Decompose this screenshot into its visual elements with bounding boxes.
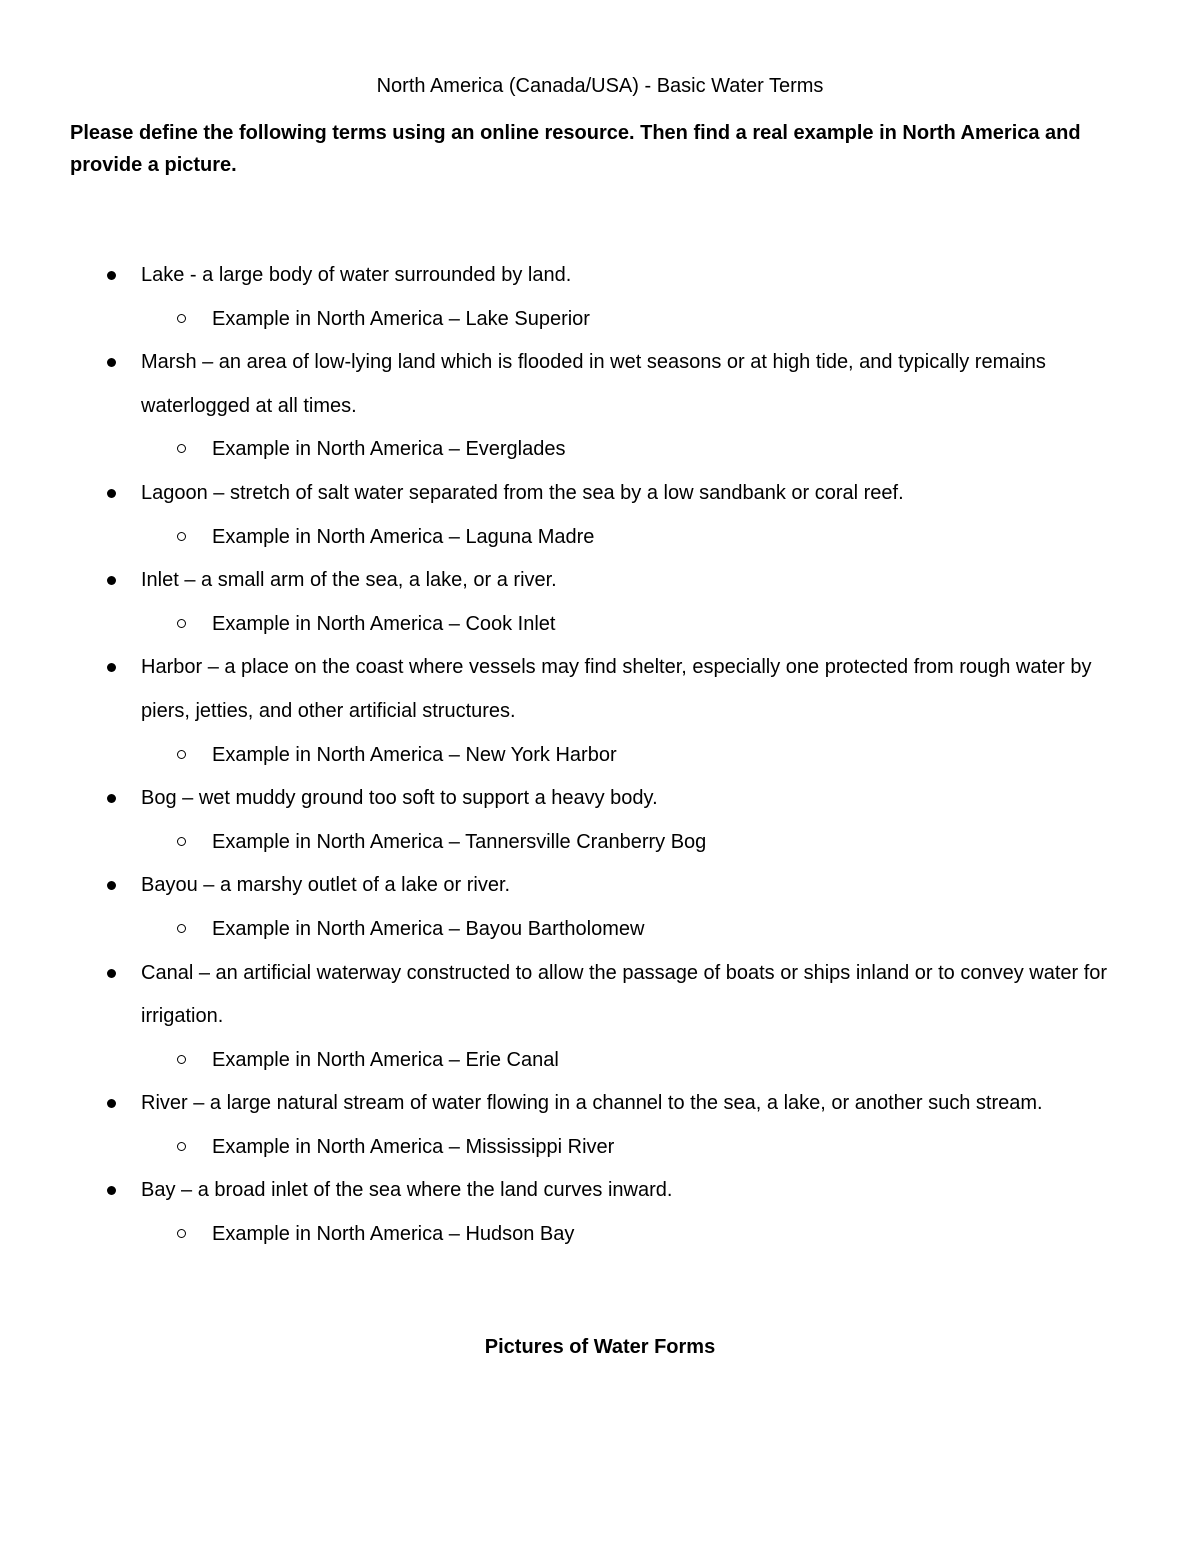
pictures-heading: Pictures of Water Forms: [484, 1336, 716, 1358]
bullet-icon: [107, 1099, 116, 1108]
example-item: [0, 1039, 1200, 1083]
bullet-icon: [107, 358, 116, 367]
term-example: Example in North America – Everglades: [212, 438, 566, 461]
circle-bullet-icon: [177, 314, 186, 323]
example-item: [0, 1126, 1200, 1170]
term-example: Example in North America – Cook Inlet: [212, 612, 556, 635]
term-example: Example in North America – Erie Canal: [212, 1048, 559, 1071]
term-definition: Harbor – a place on the coast where vessels may find shelter, especially one protected from rough water by piers, jetties, and other artificial structures.: [141, 656, 1092, 722]
term-item: [0, 777, 1200, 821]
bullet-icon: [107, 1186, 116, 1195]
term-item: [0, 1169, 1200, 1213]
term-item: [0, 254, 1200, 298]
term-example: Example in North America – Hudson Bay: [212, 1223, 575, 1246]
bullet-icon: [107, 271, 116, 280]
term-item: [0, 864, 1200, 908]
page-title: North America (Canada/USA) - Basic Water Terms: [376, 75, 824, 97]
term-example: Example in North America – Bayou Bartholomew: [212, 917, 645, 940]
circle-bullet-icon: [177, 1055, 186, 1064]
term-example: Example in North America – Tannersville Cranberry Bog: [212, 830, 707, 853]
term-definition: Bayou – a marshy outlet of a lake or river.: [141, 874, 511, 897]
example-item: [0, 603, 1200, 647]
term-definition: Bog – wet muddy ground too soft to support a heavy body.: [141, 787, 658, 810]
example-item: [0, 821, 1200, 865]
circle-bullet-icon: [177, 837, 186, 846]
term-definition: Inlet – a small arm of the sea, a lake, or a river.: [141, 569, 557, 592]
example-item: [0, 428, 1200, 472]
circle-bullet-icon: [177, 924, 186, 933]
term-item: [0, 646, 1200, 733]
term-example: Example in North America – Mississippi River: [212, 1135, 615, 1158]
bullet-icon: [107, 969, 116, 978]
bullet-icon: [107, 576, 116, 585]
term-item: [0, 341, 1200, 428]
term-definition: Canal – an artificial waterway constructed to allow the passage of boats or ships inland or to convey water for irrigation.: [141, 961, 1108, 1028]
term-item: [0, 952, 1200, 1039]
term-item: [0, 472, 1200, 516]
bullet-icon: [107, 489, 116, 498]
bullet-icon: [107, 881, 116, 890]
example-item: [0, 734, 1200, 778]
example-item: [0, 298, 1200, 342]
term-definition: Bay – a broad inlet of the sea where the land curves inward.: [141, 1179, 673, 1202]
term-definition: Marsh – an area of low-lying land which is flooded in wet seasons or at high tide, and typically remains waterlogged at all times.: [141, 351, 1046, 417]
circle-bullet-icon: [177, 1229, 186, 1238]
bullet-icon: [107, 794, 116, 803]
bullet-icon: [107, 663, 116, 672]
term-definition: River – a large natural stream of water flowing in a channel to the sea, a lake, or another such stream.: [141, 1092, 1043, 1115]
example-item: [0, 516, 1200, 560]
term-example: Example in North America – Lake Superior: [212, 307, 590, 330]
term-item: [0, 559, 1200, 603]
circle-bullet-icon: [177, 532, 186, 541]
example-item: [0, 1213, 1200, 1257]
term-example: Example in North America – Laguna Madre: [212, 525, 595, 548]
circle-bullet-icon: [177, 444, 186, 453]
circle-bullet-icon: [177, 750, 186, 759]
circle-bullet-icon: [177, 1142, 186, 1151]
term-list: [0, 254, 1200, 1257]
term-definition: Lagoon – stretch of salt water separated from the sea by a low sandbank or coral reef.: [141, 481, 904, 504]
example-item: [0, 908, 1200, 952]
term-item: [0, 1082, 1200, 1126]
instructions-text: Please define the following terms using an online resource. Then find a real example in North America and provide a picture.: [70, 122, 1081, 176]
term-definition: Lake - a large body of water surrounded by land.: [141, 264, 572, 286]
circle-bullet-icon: [177, 619, 186, 628]
term-example: Example in North America – New York Harbor: [212, 743, 617, 766]
